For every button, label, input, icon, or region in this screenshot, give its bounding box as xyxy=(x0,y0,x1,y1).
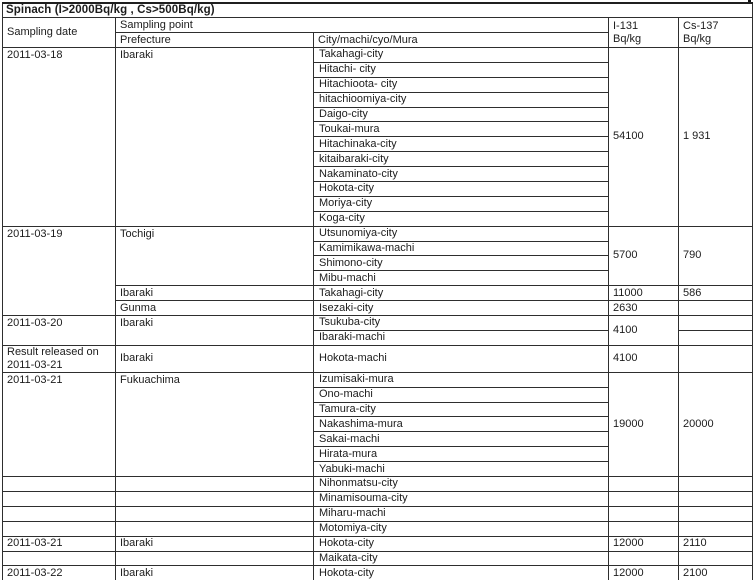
city-cell: Hitachinaka-city xyxy=(314,137,609,152)
city-cell: Ibaraki-machi xyxy=(314,330,609,345)
date-empty-cell xyxy=(3,477,116,492)
city-cell: Isezaki-city xyxy=(314,301,609,316)
prefecture-cell: Ibaraki xyxy=(116,316,314,346)
city-cell: Hokota-city xyxy=(314,182,609,197)
i131-isotope-label: I-131 xyxy=(613,19,639,32)
prefecture-cell: Ibaraki xyxy=(116,286,314,301)
col-header-sampling-point: Sampling point xyxy=(116,18,609,33)
city-cell: Hitachi- city xyxy=(314,62,609,77)
city-cell: Nakashima-mura xyxy=(314,417,609,432)
prefecture-cell: Gunma xyxy=(116,301,314,316)
date-empty-cell xyxy=(3,521,116,536)
prefecture-cell: Ibaraki xyxy=(116,566,314,580)
col-header-cs137 xyxy=(679,18,753,48)
cs137-empty-cell xyxy=(679,316,753,331)
prefecture-empty-cell xyxy=(116,477,314,492)
cs137-value-cell: 586 xyxy=(679,286,753,301)
table-row xyxy=(3,316,753,331)
i131-empty-cell xyxy=(609,521,679,536)
city-cell: Shimono-city xyxy=(314,256,609,271)
i131-value-cell: 12000 xyxy=(609,536,679,551)
i131-value-cell: 19000 xyxy=(609,372,679,476)
city-cell: Miharu-machi xyxy=(314,506,609,521)
cs137-empty-cell xyxy=(679,477,753,492)
cs137-value-cell: 790 xyxy=(679,226,753,286)
city-cell: Nihonmatsu-city xyxy=(314,477,609,492)
prefecture-empty-cell xyxy=(116,506,314,521)
cs137-value-cell: 2100 xyxy=(679,566,753,580)
table-row xyxy=(3,48,753,63)
col-header-i131 xyxy=(609,18,679,48)
prefecture-cell: Ibaraki xyxy=(116,536,314,551)
table-row xyxy=(3,551,753,566)
cs137-empty-cell xyxy=(679,506,753,521)
table-row xyxy=(3,301,753,316)
i131-value-cell: 11000 xyxy=(609,286,679,301)
i131-empty-cell xyxy=(609,551,679,566)
city-cell: Hokota-machi xyxy=(314,345,609,372)
table-row xyxy=(3,345,753,372)
city-cell: Tsukuba-city xyxy=(314,316,609,331)
table-title: Spinach (I>2000Bq/kg , Cs>500Bq/kg) xyxy=(3,3,753,18)
date-cell: 2011-03-21 xyxy=(3,536,116,551)
cs137-value-cell: 2110 xyxy=(679,536,753,551)
cs137-unit-label: Bq/kg xyxy=(683,32,712,45)
i131-empty-cell xyxy=(609,477,679,492)
table-row xyxy=(3,226,753,241)
cs137-empty-cell xyxy=(679,491,753,506)
table-row xyxy=(3,491,753,506)
city-cell: Hokota-city xyxy=(314,536,609,551)
table-row xyxy=(3,521,753,536)
table-row xyxy=(3,566,753,580)
cs137-isotope-label: Cs-137 xyxy=(683,19,719,32)
col-header-city: City/machi/cyo/Mura xyxy=(314,33,609,48)
city-cell: Hirata-mura xyxy=(314,447,609,462)
radiation-results-table xyxy=(2,2,753,580)
cs137-empty-cell xyxy=(679,345,753,372)
table-row xyxy=(3,18,753,33)
city-cell: Motomiya-city xyxy=(314,521,609,536)
i131-value-cell: 2630 xyxy=(609,301,679,316)
table-row xyxy=(3,506,753,521)
i131-unit-label: Bq/kg xyxy=(613,32,642,45)
cs137-empty-cell xyxy=(679,521,753,536)
date-empty-cell xyxy=(3,491,116,506)
prefecture-cell: Fukuachima xyxy=(116,372,314,476)
city-cell: Sakai-machi xyxy=(314,432,609,447)
prefecture-cell: Tochigi xyxy=(116,226,314,286)
i131-value-cell: 5700 xyxy=(609,226,679,286)
city-cell: Ono-machi xyxy=(314,387,609,402)
city-cell: Nakaminato-city xyxy=(314,167,609,182)
table-row xyxy=(3,477,753,492)
city-cell: Utsunomiya-city xyxy=(314,226,609,241)
city-cell: Hitachioota- city xyxy=(314,77,609,92)
cs137-empty-cell xyxy=(679,551,753,566)
i131-empty-cell xyxy=(609,506,679,521)
cs137-empty-cell xyxy=(679,301,753,316)
city-cell: kitaibaraki-city xyxy=(314,152,609,167)
date-empty-cell xyxy=(3,506,116,521)
table-row xyxy=(3,536,753,551)
i131-value-cell: 4100 xyxy=(609,316,679,346)
city-cell: Hokota-city xyxy=(314,566,609,580)
date-empty-cell xyxy=(3,551,116,566)
cs137-empty-cell xyxy=(679,330,753,345)
city-cell: Koga-city xyxy=(314,211,609,226)
col-header-prefecture: Prefecture xyxy=(116,33,314,48)
i131-empty-cell xyxy=(609,491,679,506)
city-cell: Mibu-machi xyxy=(314,271,609,286)
city-cell: Maikata-city xyxy=(314,551,609,566)
city-cell: Kamimikawa-machi xyxy=(314,241,609,256)
date-cell: 2011-03-18 xyxy=(3,48,116,227)
date-cell: 2011-03-21 xyxy=(3,372,116,476)
prefecture-empty-cell xyxy=(116,551,314,566)
city-cell: Minamisouma-city xyxy=(314,491,609,506)
prefecture-empty-cell xyxy=(116,491,314,506)
city-cell: Takahagi-city xyxy=(314,48,609,63)
city-cell: Tamura-city xyxy=(314,402,609,417)
i131-value-cell: 54100 xyxy=(609,48,679,227)
date-cell: 2011-03-19 xyxy=(3,226,116,315)
city-cell: hitachioomiya-city xyxy=(314,92,609,107)
city-cell: Izumisaki-mura xyxy=(314,372,609,387)
table-row xyxy=(3,3,753,18)
cs137-value-cell: 20000 xyxy=(679,372,753,476)
table-row xyxy=(3,286,753,301)
city-cell: Moriya-city xyxy=(314,196,609,211)
prefecture-cell: Ibaraki xyxy=(116,48,314,227)
city-cell: Takahagi-city xyxy=(314,286,609,301)
table-row xyxy=(3,372,753,387)
i131-value-cell: 4100 xyxy=(609,345,679,372)
city-cell: Yabuki-machi xyxy=(314,462,609,477)
col-header-sampling-date: Sampling date xyxy=(3,18,116,48)
date-cell: Result released on 2011-03-21 xyxy=(3,345,116,372)
date-cell: 2011-03-22 xyxy=(3,566,116,580)
prefecture-cell: Ibaraki xyxy=(116,345,314,372)
i131-value-cell: 12000 xyxy=(609,566,679,580)
date-cell: 2011-03-20 xyxy=(3,316,116,346)
city-cell: Daigo-city xyxy=(314,107,609,122)
prefecture-empty-cell xyxy=(116,521,314,536)
cs137-value-cell: 1 931 xyxy=(679,48,753,227)
city-cell: Toukai-mura xyxy=(314,122,609,137)
